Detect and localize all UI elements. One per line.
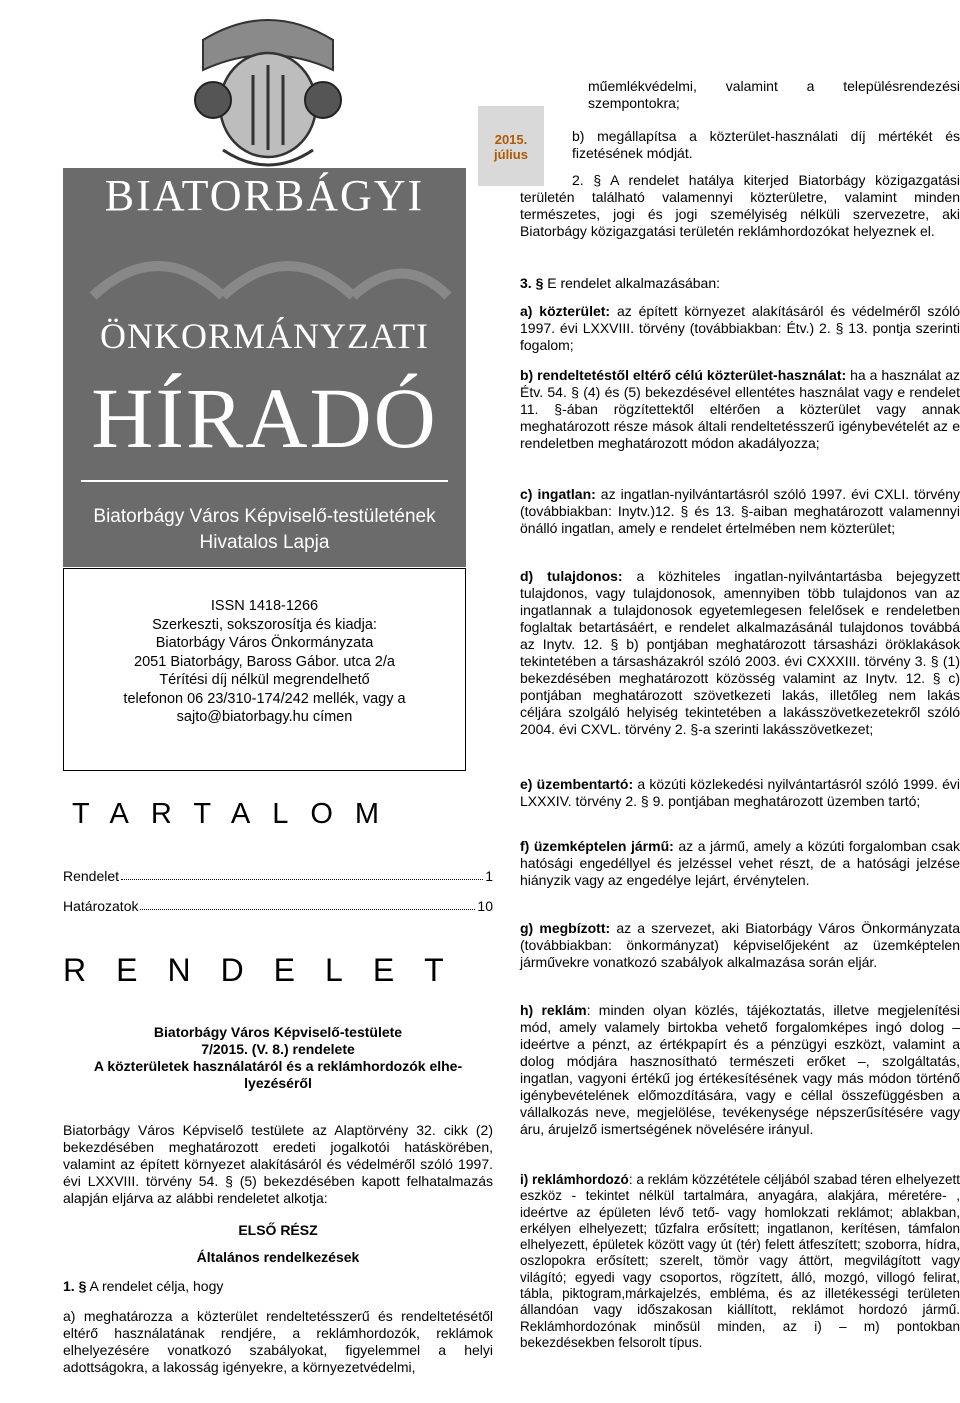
- issn-line: 2051 Biatorbágy, Baross Gábor. utca 2/a: [134, 653, 395, 670]
- section-text: E rendelet alkalmazásában:: [547, 275, 721, 291]
- coat-of-arms-icon: [183, 10, 353, 168]
- masthead-title-1: ÖNKORMÁNYZATI: [100, 316, 429, 356]
- section-1: [63, 1278, 493, 1295]
- ordinance-title-line: lyezéséről: [244, 1075, 312, 1091]
- definition-text: az épített környezet alakításáról és védelméről szóló 1997. évi LXXVIII. törvény (továbbiakban: Étv.) 2. § 13. pontja szerinti fogalom;: [520, 303, 960, 353]
- definition-text: az ingatlan-nyilvántartásról szóló 1997. évi CXLI. törvény (továbbiakban: Inytv.)12. § és 13. §-aiban meghatározott valamennyi önálló ingatlan, amely e rendelet értelmében nem közterület;: [520, 486, 960, 536]
- part-title: Általános rendelkezések: [196, 1249, 360, 1265]
- definition-term: f) üzemképtelen jármű:: [520, 838, 674, 854]
- issn-line: Térítési díj nélkül megrendelhető: [159, 672, 370, 688]
- bridge-arches-icon: [63, 226, 466, 306]
- section-text: A rendelet célja, hogy: [89, 1278, 224, 1294]
- definition-term: a) közterület:: [520, 303, 611, 319]
- toc-heading: TARTALOM: [72, 798, 402, 830]
- masthead: [63, 0, 466, 567]
- masthead-subtitle-1: Biatorbágy Város Képviselő-testületének: [93, 506, 436, 527]
- ordinance-title-line: 7/2015. (V. 8.) rendelete: [201, 1041, 355, 1057]
- masthead-rule: [81, 480, 448, 482]
- ordinance-title-line: Biatorbágy Város Képviselő-testülete: [153, 1024, 403, 1040]
- issn-line: Biatorbágy Város Önkormányzata: [155, 635, 374, 651]
- definition-term: c) ingatlan:: [520, 486, 596, 502]
- toc-item[interactable]: [63, 898, 493, 914]
- ordinance-title: [63, 1024, 493, 1092]
- part-heading: ELSŐ RÉSZ: [238, 1222, 318, 1238]
- definition-text: : a reklám közzététele céljából szabad téren elhelyezett eszköz - tekintet nélkül tartalmára, anyagára, alakjára, méretére- , ideértve az épületen lévő tető- vagy homlokzati reklámot; ablakban, erkélyen elhelyezett; tűzfalra erősített; ingatlanon, kerítésen, támfalon elhelyezett, épületek között vagy út (tér) felett átfeszített; szoborra, hídra, oszlopokra erősített; szerelt, tömör vagy áttört, megvilágított vagy világító; egyedi vagy csoportos, rögzített, álló, mozgó, villogó felirat, tábla, piktogram,márkajelzés, embléma, és az illetékességi területen állandóan vagy időszakosan kiállított, reklámot hordozó jármű. Reklámhordozónak minősül minden, az i) – m) pontokban bekezdésekben felsorolt típus.: [520, 1172, 960, 1350]
- masthead-brand: BIATORBÁGYI: [104, 171, 425, 220]
- issn-line: ISSN 1418-1266: [210, 598, 319, 614]
- definition-item: [520, 776, 960, 810]
- section-1-a-continued: műemlékvédelmi, valamint a településrendezési szempontokra;: [588, 78, 960, 111]
- toc-item-label: Rendelet: [63, 868, 120, 884]
- issue-month: július: [494, 147, 528, 162]
- section-3: [520, 275, 960, 292]
- definition-term: h) reklám: [520, 1002, 587, 1018]
- section-2: [520, 172, 960, 240]
- definition-text: ha a használat az Étv. 54. § (4) és (5) bekezdésével ellentétes használat vagy e rendelet 11. §-ában rögzítettektől eltérően a közterület vagy annak meghatározott része mások általi rendeltetésszerű igénybevételét az e rendeletben meghatározott módon akadályozza;: [520, 367, 960, 451]
- definition-item: [520, 568, 960, 738]
- definition-term: g) megbízott:: [520, 920, 611, 936]
- rendelet-heading: RENDELET: [63, 952, 474, 988]
- definition-text: az a szervezet, aki Biatorbágy Város Önkormányzata (továbbiakban: önkormányzat) képviselőjeként az üzemképtelen járművekre vonatkozó szabályok alkalmazása során eljár.: [520, 920, 960, 970]
- section-text: A rendelet hatálya kiterjed Biatorbágy közigazgatási területén található valamennyi közterületre, valamint minden természetes, jogi és jogi személyiség nélküli szervezetre, aki Biatorbágy közigazgatási területén reklámhordozókat helyeznek el.: [520, 172, 960, 239]
- section-1-a: a) meghatározza a közterület rendeltetésszerű és rendeltetésétől eltérő használatának rendjére, a reklámhordozók, reklámok elhelyezésére vonatkozó szabályokat, figyelemmel a helyi adottságokra, a lakosság igényekre, a környezetvédelmi,: [63, 1308, 493, 1375]
- issn-line: Szerkeszti, sokszorosítja és kiadja:: [152, 616, 377, 633]
- definition-item: [520, 838, 960, 889]
- definition-item: [520, 1002, 960, 1138]
- definition-text: az a jármű, amely a közúti forgalomban csak hatósági engedéllyel és jelzéssel vehet részt, de a hatósági jelzése hiányzik vagy az engedélye lejárt, érvénytelen.: [520, 838, 960, 888]
- toc-item-page: 10: [477, 898, 493, 914]
- definition-item: [520, 1172, 960, 1351]
- definition-term: e) üzembentartó:: [520, 776, 634, 792]
- issn-box: [63, 568, 466, 771]
- definition-term: b) rendeltetéstől eltérő célú közterület-használat:: [520, 367, 847, 383]
- toc-item-page: 1: [485, 868, 493, 884]
- definition-term: i) reklámhordozó: [520, 1172, 629, 1187]
- section-1-b: b) megállapítsa a közterület-használati díj mértékét és fizetésének módját.: [572, 128, 960, 161]
- ordinance-title-line: A közterületek használatáról és a reklámhordozók elhe-: [93, 1058, 463, 1074]
- definition-item: [520, 486, 960, 537]
- issue-year: 2015.: [494, 132, 528, 147]
- masthead-subtitle-2: Hivatalos Lapja: [199, 532, 330, 553]
- preamble: Biatorbágy Város Képviselő testülete az Alaptörvény 32. cikk (2) bekezdésében meghatározott eredeti jogalkotói hatáskörében, valamint az épített környezet alakításáról és védelméről szóló 1997. évi LXXVIII. törvény 54. § (5) bekezdésében kapott felhatalmazás alapján eljárva az alábbi rendeletet alkotja:: [63, 1122, 493, 1206]
- definition-term: d) tulajdonos:: [520, 568, 623, 584]
- definition-text: : minden olyan közlés, tájékoztatás, illetve megjelenítési mód, amely valamely birtokba vehető forgalomképes ingó dolog – ideértve a pénzt, az értékpapírt és a pénzügyi eszközt, valamint a dolog módjára hasznosítható természeti erőket –, szolgáltatás, ingatlan, vagyoni értékű jog értékesítésének vagy más módon történő igénybevételének előmozdítására, vagy e céllal összefüggésben a vállalkozás neve, megjelölése, tevékenysége népszerűsítésére vagy áru, árujelző ismertségének növelésére irányul.: [520, 1002, 960, 1137]
- masthead-crest-area: [63, 0, 466, 168]
- section-number: 1. §: [63, 1278, 87, 1294]
- section-number: 2. §: [572, 172, 602, 188]
- definition-item: [520, 367, 960, 452]
- issn-email-line: sajto@biatorbagy.hu címen: [176, 709, 353, 725]
- definition-text: a közhiteles ingatlan-nyilvántartásba bejegyzett tulajdonos, vagy tulajdonosok, amennyiben több tulajdonos van az ingatlannak a tulajdonosok egyetemlegesen felelősek e rendeletben foglaltak betartásáért, e rendelet alkalmazásánál tulajdonos továbbá az Inytv. 12. § b) pontjában meghatározott társasházi öröklakások tekintetében a társasházakról szóló 2003. évi CXXXIII. törvény 3. § (1) bekezdésében meghatározott közösség valamint az Inytv. 12. § c) pontjában meghatározott szövetkezeti lakás, illetőleg nem lakás céljára szolgáló helyiség tekintetében a lakásszövetkezetekről szóló 2004. évi CXVL. törvény 2. §-a szerinti lakásszövetkezet;: [520, 568, 960, 737]
- section-number: 3. §: [520, 275, 544, 291]
- toc-item[interactable]: [63, 868, 493, 884]
- toc-item-label: Határozatok: [63, 898, 139, 914]
- issn-line: telefonon 06 23/310-174/242 mellék, vagy a: [123, 690, 406, 707]
- masthead-title-2: HÍRADÓ: [91, 370, 438, 466]
- definition-text: a közúti közlekedési nyilvántartásról szóló 1999. évi LXXXIV. törvény 2. § 9. pontjában meghatározott üzemben tartó;: [520, 776, 960, 809]
- definition-item: [520, 303, 960, 354]
- definition-item: [520, 920, 960, 971]
